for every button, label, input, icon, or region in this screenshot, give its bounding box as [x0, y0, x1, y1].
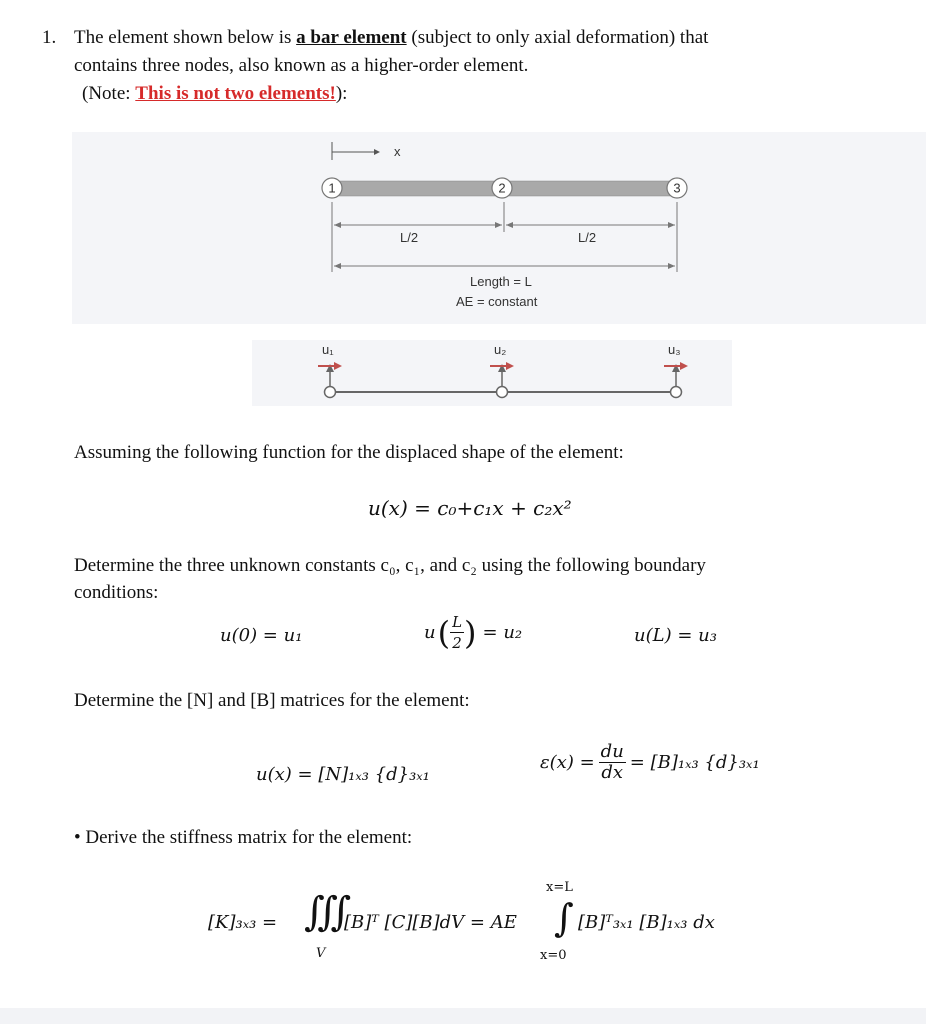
n-matrix-eq: u(x) = [N]₁ₓ₃ {d}₃ₓ₁: [256, 764, 430, 785]
bc2-den: 2: [452, 634, 462, 652]
half-dim-left-head-l: [334, 222, 341, 228]
bc3-eq: u(L) = u₃: [634, 625, 717, 646]
half-dim-left-head-r: [495, 222, 502, 228]
k-middle: [B]ᵀ [C][B]dV = AE: [344, 912, 517, 933]
dof-label-2: u₂: [494, 342, 507, 357]
half-dim-right-head-r: [668, 222, 675, 228]
dof-label-1: u₁: [322, 342, 334, 357]
length-dim-head-l: [334, 263, 341, 269]
half-dim-right-head-l: [506, 222, 513, 228]
bc2-eq: u ( $\frac{L}{2}$ ) = u₂: [424, 613, 523, 652]
determine-constants-line-1: Determine the three unknown constants c₀, c₁, and c₂ using the following boundary: [74, 555, 706, 576]
determine-constants-line-2: conditions:: [74, 582, 159, 603]
k-rhs: [B]ᵀ₃ₓ₁ [B]₁ₓ₃ dx: [578, 912, 715, 933]
note-red: This is not two elements!: [135, 83, 336, 104]
dof-node-1: [325, 387, 336, 398]
problem-number: 1.: [42, 27, 57, 48]
half-label-right: L/2: [578, 230, 597, 245]
note-pre: (Note:: [82, 83, 136, 104]
b-num: du: [600, 741, 624, 762]
intro-bold: a bar element: [296, 27, 407, 48]
b-rhs: = [B]₁ₓ₃ {d}₃ₓ₁: [629, 752, 760, 773]
x-axis-label: x: [394, 144, 401, 159]
node-1-label: 1: [328, 180, 336, 196]
length-text: Length = L: [470, 274, 532, 289]
k-lower: x=0: [540, 948, 567, 963]
note-line: [82, 82, 347, 106]
ae-text: AE = constant: [456, 294, 538, 309]
note-post: ):: [335, 83, 348, 104]
bc1-eq: u(0) = u₁: [220, 625, 303, 646]
bc2-num: L: [452, 613, 463, 631]
length-dim-head-r: [668, 263, 675, 269]
bar-diagram: [72, 132, 926, 324]
dof-diagram: [252, 340, 732, 406]
displaced-shape-eq: u(x) = c₀+c₁x + c₂x²: [368, 496, 572, 520]
derive-stiffness-text: • Derive the stiffness matrix for the element:: [74, 827, 413, 848]
dof-node-3: [671, 387, 682, 398]
b-matrix-eq: [540, 742, 760, 783]
k-triple-integral: ∭: [304, 889, 352, 935]
dof-arrow-head-2: [506, 362, 514, 370]
k-upper: x=L: [546, 880, 573, 895]
bc2-prefix: u: [424, 622, 436, 643]
footer-strip: [0, 1008, 926, 1024]
dof-arrow-head-3: [680, 362, 688, 370]
assuming-text: Assuming the following function for the displaced shape of the element:: [74, 442, 624, 463]
intro-post: (subject to only axial deformation) that: [406, 27, 709, 48]
intro-line-2: contains three nodes, also known as a higher-order element.: [74, 55, 529, 76]
b-fraction: [599, 742, 626, 783]
half-label-left: L/2: [400, 230, 419, 245]
dof-label-3: u₃: [668, 342, 681, 357]
intro-pre: The element shown below is: [74, 27, 297, 48]
node-2-label: 2: [498, 180, 506, 196]
bc2-fraction: [450, 612, 464, 653]
intro-line-1: [74, 26, 708, 50]
dof-node-2: [497, 387, 508, 398]
bc2-suffix: = u₂: [482, 622, 523, 643]
node-3-label: 3: [673, 180, 681, 196]
b-den: dx: [601, 762, 624, 783]
k-integral: ∫: [554, 896, 574, 940]
k-lhs: [K]₃ₓ₃ =: [208, 912, 278, 933]
b-lhs: ε(x) =: [540, 752, 595, 773]
dof-arrow-head-1: [334, 362, 342, 370]
x-axis-arrow-head: [374, 149, 380, 155]
determine-matrices-text: Determine the [N] and [B] matrices for the element:: [74, 690, 470, 711]
k-volume: V: [316, 946, 326, 961]
